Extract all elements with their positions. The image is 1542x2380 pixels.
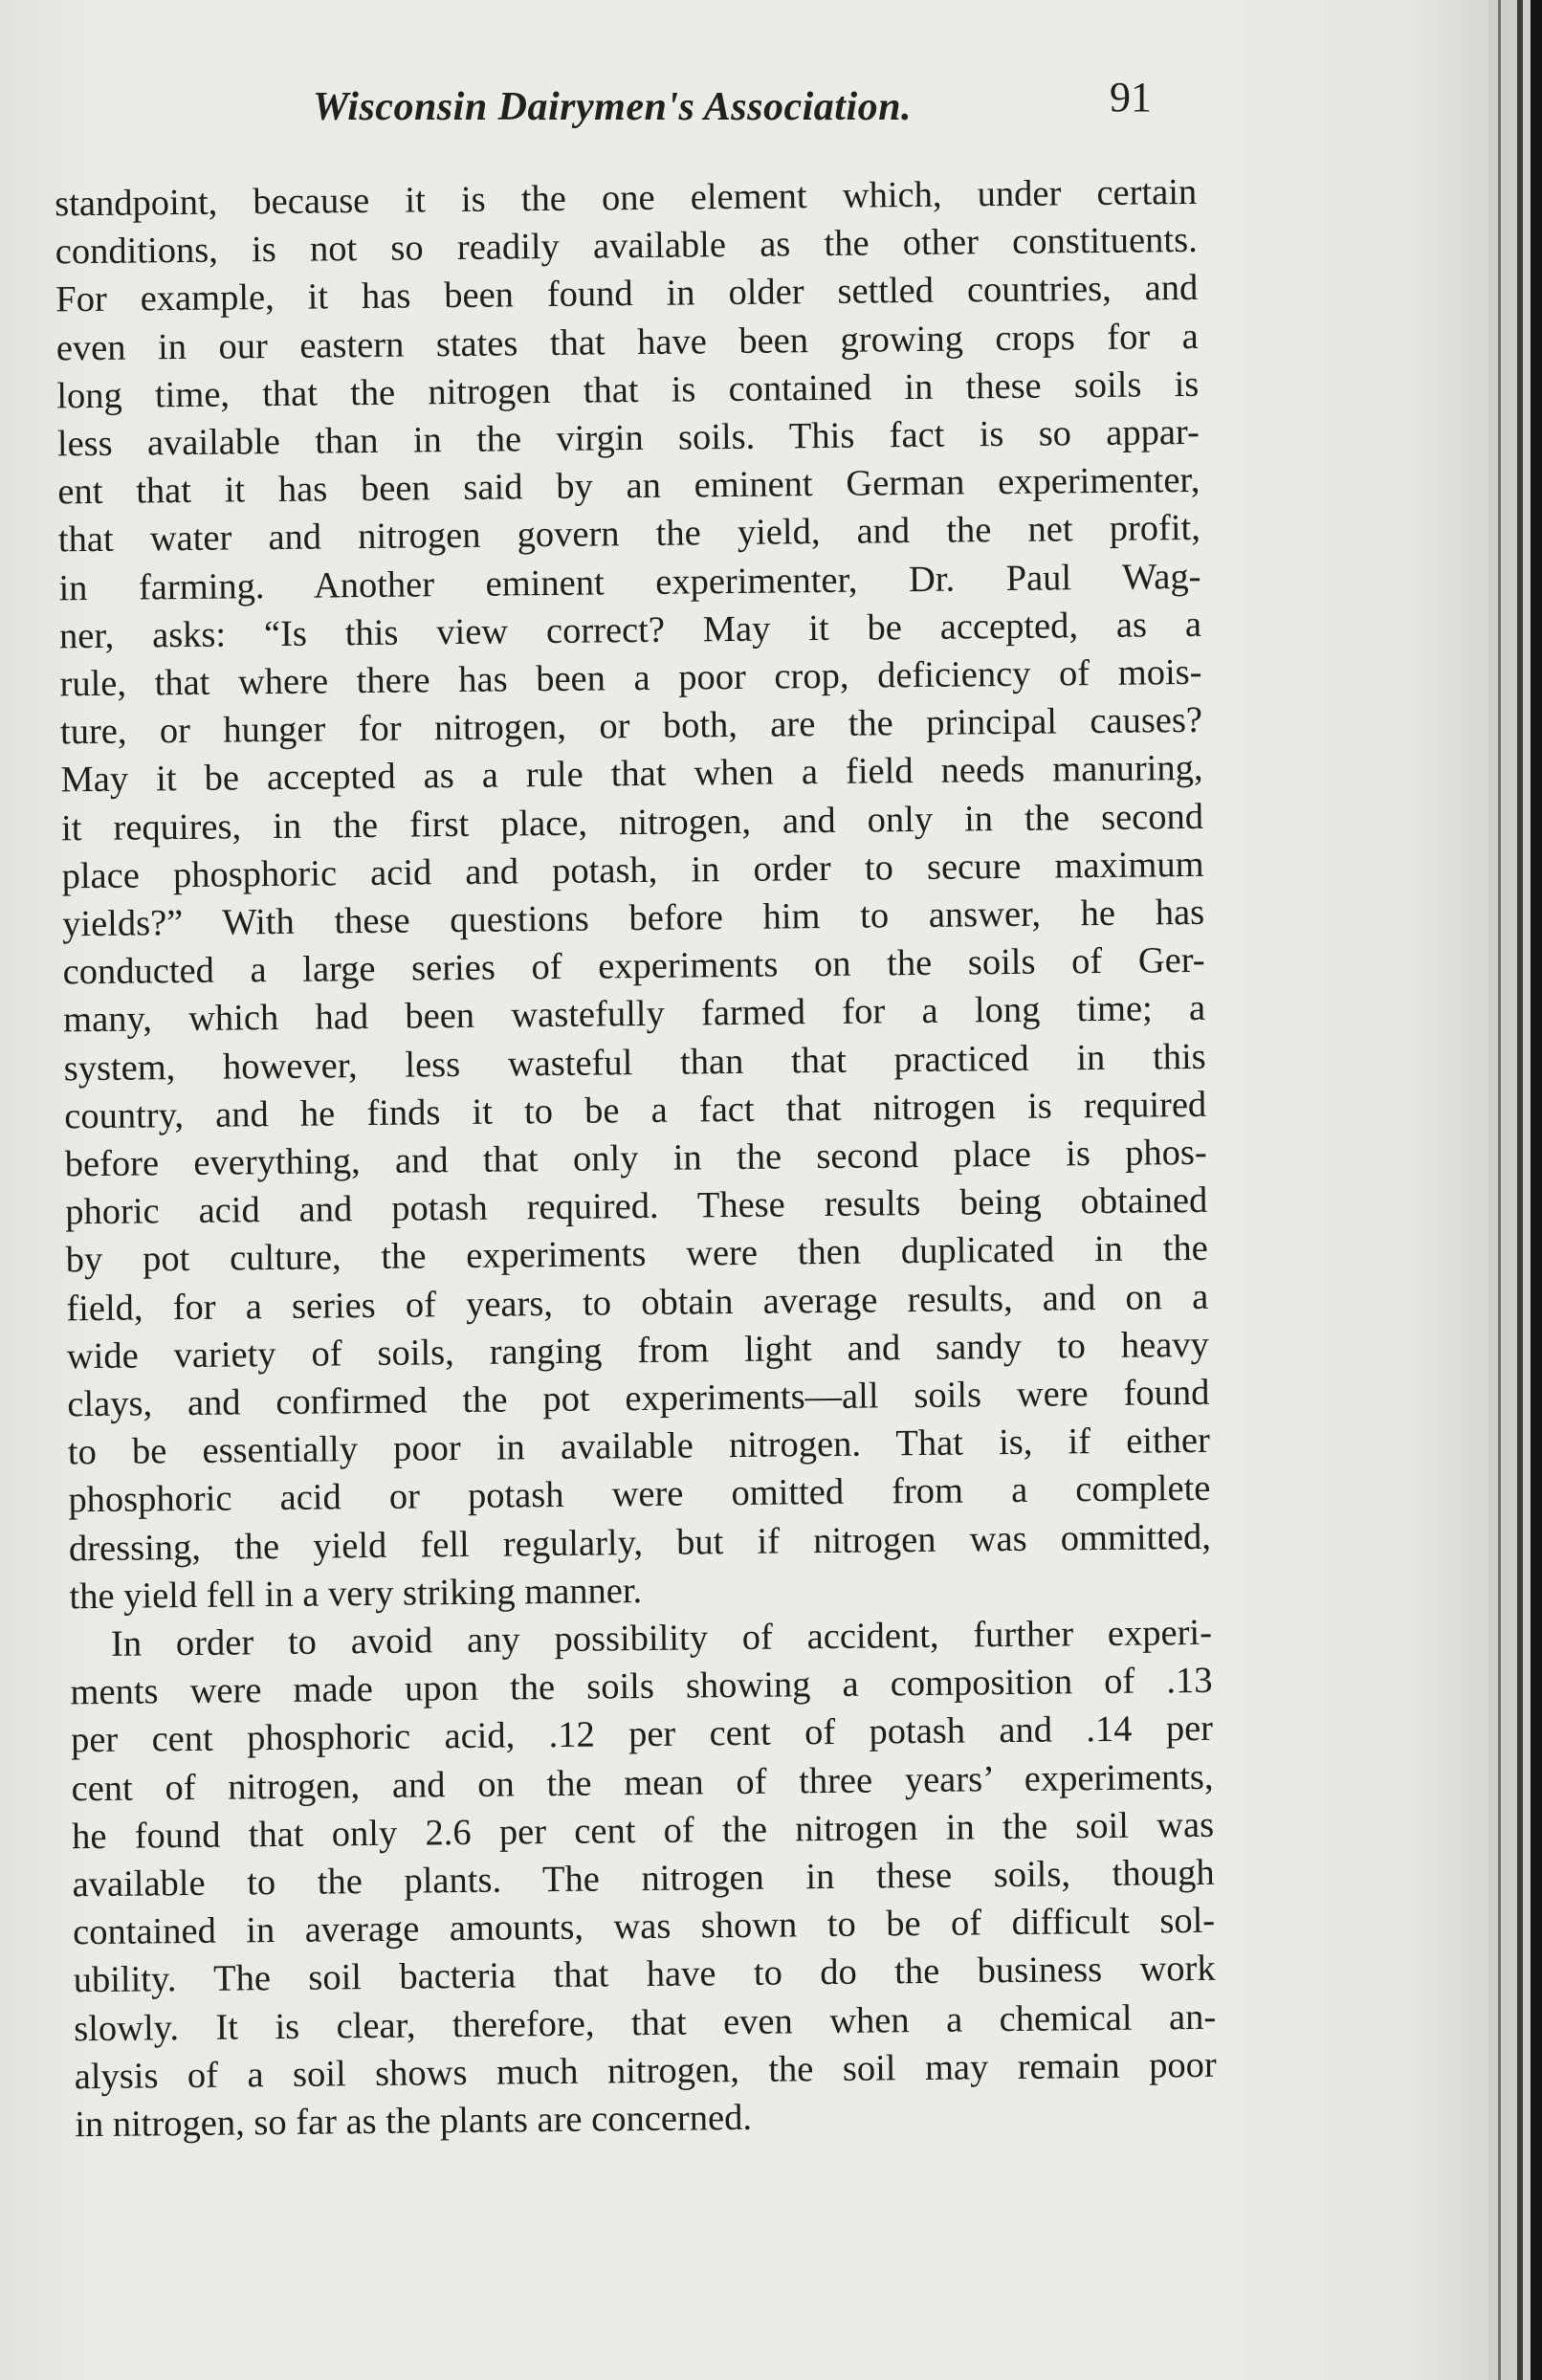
text-line: ments were made upon the soils showing a composition of .13 <box>70 1661 1213 1713</box>
text-line: before everything, and that only in the second place is phos- <box>64 1132 1207 1185</box>
text-line: alysis of a soil shows much nitrogen, the soil may remain poor <box>74 2044 1217 2098</box>
running-head: Wisconsin Dairymen's Association. <box>313 85 912 129</box>
text-line: clays, and confirmed the pot experiments—all soils were found <box>67 1372 1210 1425</box>
text-line: field, for a series of years, to obtain average results, and on a <box>66 1276 1209 1329</box>
text-line: In order to avoid any possibility of accident, further experi- <box>110 1612 1213 1664</box>
text-line: rule, that where there has been a poor crop, deficiency of mois- <box>59 651 1202 705</box>
text-line: even in our eastern states that have been growing crops for a <box>55 316 1199 368</box>
text-line: country, and he finds it to be a fact that nitrogen is required <box>64 1084 1207 1137</box>
text-line: ner, asks: “Is this view correct? May it be accepted, as a <box>58 604 1202 657</box>
text-line: standpoint, because it is the one element which, under certain <box>55 171 1198 225</box>
text-line: place phosphoric acid and potash, in order to secure maximum <box>61 844 1204 897</box>
text-line: less available than in the virgin soils. This fact is so appar- <box>56 411 1201 465</box>
text-line: ubility. The soil bacteria that have to do the business work <box>73 1949 1216 2001</box>
text-line: For example, it has been found in older settled countries, and <box>55 268 1199 320</box>
text-line: per cent phosphoric acid, .12 per cent of potash and .14 per <box>70 1708 1214 1761</box>
text-line: conducted a large series of experiments on the soils of Ger- <box>62 940 1205 993</box>
page-number: 91 <box>1110 74 1152 121</box>
text-line: phosphoric acid or potash were omitted from a complete <box>68 1468 1211 1521</box>
text-line: in nitrogen, so far as the plants are concerned. <box>75 2097 753 2146</box>
book-edge-line <box>1531 0 1542 2380</box>
text-line: it requires, in the first place, nitrogen, and only in the second <box>60 796 1204 848</box>
text-line: to be essentially poor in available nitrogen. That is, if either <box>67 1421 1211 1473</box>
text-line: many, which had been wastefully farmed for a long time; a <box>62 988 1206 1041</box>
text-line: long time, that the nitrogen that is contained in these soils is <box>56 364 1200 417</box>
text-line: conditions, is not so readily available as the other constituents. <box>55 220 1198 273</box>
text-line: yields?” With these questions before him to answer, he has <box>61 892 1205 945</box>
text-line: he found that only 2.6 per cent of the nitrogen in the soil was <box>71 1804 1215 1858</box>
text-line: phoric acid and potash required. These results being obtained <box>65 1180 1208 1233</box>
text-line: system, however, less wasteful than that practiced in this <box>63 1036 1206 1089</box>
text-line: that water and nitrogen govern the yield, and the net profit, <box>57 508 1201 561</box>
text-line: slowly. It is clear, therefore, that even when a chemical an- <box>74 1996 1217 2049</box>
text-line: wide variety of soils, ranging from light and sandy to heavy <box>66 1324 1210 1377</box>
text-line: May it be accepted as a rule that when a field needs manuring, <box>60 748 1203 801</box>
text-line: the yield fell in a very striking manner. <box>69 1570 643 1618</box>
text-line: dressing, the yield fell regularly, but if nitrogen was ommitted, <box>68 1516 1212 1569</box>
text-line: in farming. Another eminent experimenter, Dr. Paul Wag- <box>58 556 1201 608</box>
text-line: by pot culture, the experiments were then duplicated in the <box>65 1228 1208 1281</box>
text-line: available to the plants. The nitrogen in these soils, though <box>72 1852 1215 1906</box>
book-edge-line <box>1517 0 1523 2380</box>
text-line: ent that it has been said by an eminent German experimenter, <box>57 460 1201 513</box>
text-line: cent of nitrogen, and on the mean of three years’ experiments, <box>71 1756 1214 1809</box>
text-line: contained in average amounts, was shown to be of difficult sol- <box>72 1900 1216 1953</box>
text-line: ture, or hunger for nitrogen, or both, are the principal causes? <box>59 700 1203 753</box>
book-edge-line <box>1498 0 1501 2380</box>
